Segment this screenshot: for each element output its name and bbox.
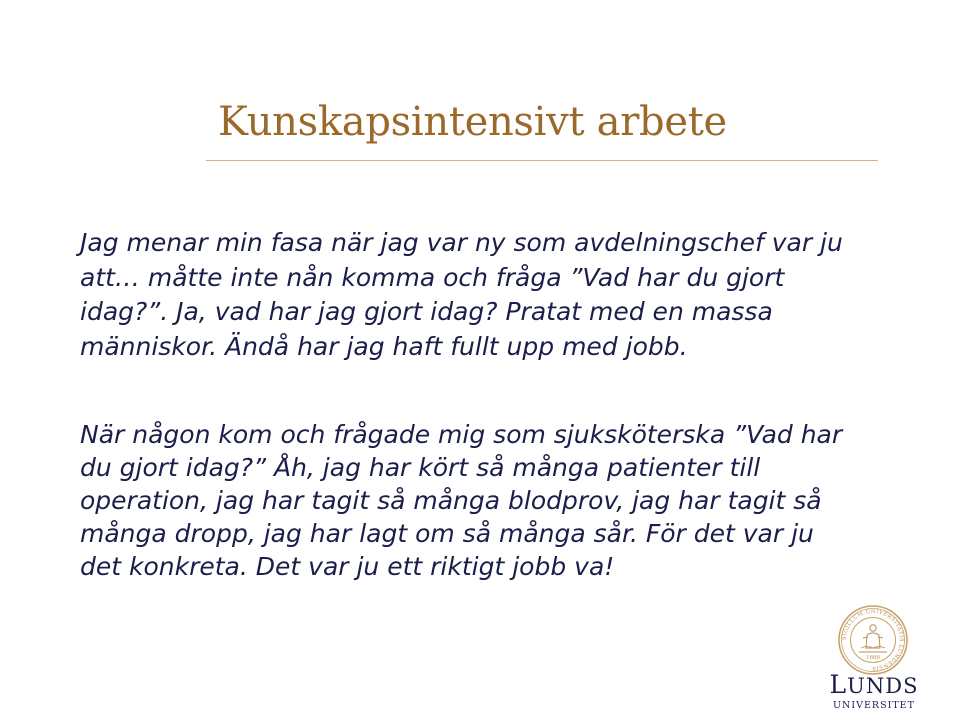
quote-paragraph-1: Jag menar min fasa när jag var ny som avdelningschef var ju att… måtte inte nån komma och fråga ”Vad har du gjort idag?”. Ja, vad har jag gjort idag? Pratat med en massa människor. Ändå har jag haft fullt upp med jobb. bbox=[80, 228, 843, 361]
title-divider bbox=[206, 160, 878, 161]
lund-university-logo bbox=[822, 604, 926, 720]
logo-subtitle: UNIVERSITET bbox=[833, 700, 915, 711]
seal-year: 1666 bbox=[866, 655, 880, 661]
logo-wordmark-rest: UNDS bbox=[847, 674, 919, 698]
svg-text:SIGILLUM UNIVERSITATIS LUNDENS bbox=[842, 609, 904, 671]
quote-paragraph-2: När någon kom och frågade mig som sjuksköterska ”Vad har du gjort idag?” Åh, jag har kört så många patienter till operation, jag har tagit så många blodprov, jag har tagit så många dropp, jag har lagt om så många sår. För det var ju det konkreta. Det var ju ett riktigt jobb va! bbox=[80, 420, 843, 581]
seal-text: SIGILLUM UNIVERSITATIS LUNDENSIS bbox=[841, 608, 905, 672]
logo-wordmark: LUNDS bbox=[829, 670, 919, 699]
university-seal-icon bbox=[837, 604, 909, 676]
slide-title: Kunskapsintensivt arbete bbox=[218, 99, 727, 145]
